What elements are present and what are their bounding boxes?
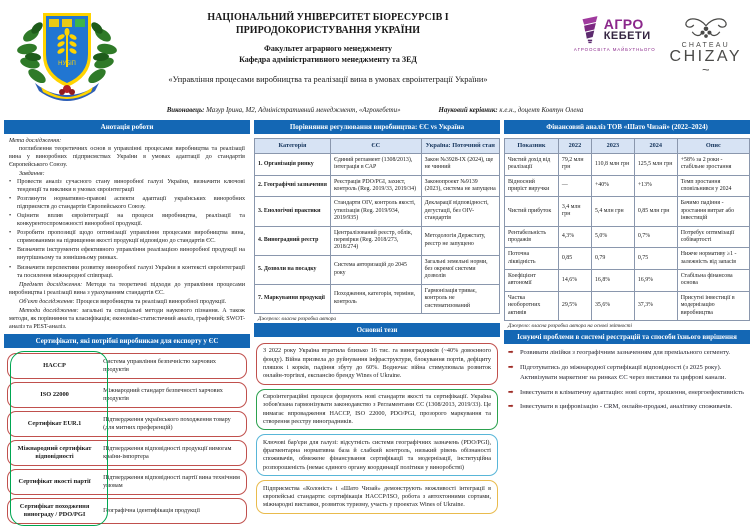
- finance-section-header: Фінансовий аналіз ТОВ «Шато Чизай» (2022–2024): [504, 120, 750, 134]
- table-row: Частка необоротних активів 29,5% 35,6% 37,3% Присутні інвестиції в модернізацію виробництва: [505, 291, 750, 320]
- financial-analysis-table: [504, 138, 750, 321]
- thesis-box-eu-integration: Євроінтеграційні процеси формують нові стандарти якості та сертифікації. Україна зобов'язана гармонізувати законодавство з Регламентами ЄС (1308/2013, 2019/33). Це вимагає впровадження HACCP, ISO 22000, PDO/PGI, прозорого маркування та створення реєстру виноградників.: [256, 389, 498, 431]
- table-row: Коефіцієнт автономії 14,6% 16,8% 16,9% Стабільна фінансова основа: [505, 270, 750, 292]
- object-text: Об'єкт дослідження: Процеси виробництва та реалізації виноробної продукції.: [19, 298, 227, 305]
- middle-column: [254, 120, 500, 520]
- compare-section-header: Порівняння регулювання виробництва: ЄС vs Україна: [254, 120, 500, 134]
- table-row: 3. Енологічні практики Стандарти OIV, контроль якості, утилізація (Reg. 2019/934, 2019/935) Декларації відповідності, дегустації, без OIV-стандартів: [255, 197, 500, 226]
- problems-section-header: Існуючі проблеми в системі реєстрацій та способи їхнього вирішення: [504, 330, 750, 344]
- annotation-body: [4, 134, 250, 334]
- table-row: 5. Дозволи на посадку Система авторизацій до 2045 року Загальні земельні норми, без окремої системи дозволів: [255, 255, 500, 284]
- eu-vs-ukraine-table: [254, 138, 500, 314]
- bullet-icon: •: [9, 213, 12, 220]
- left-column: [4, 120, 250, 529]
- author-line: [2, 107, 748, 114]
- table-row: 7. Маркування продукції Походження, категорія, терміни, контроль Гармонізація триває, контроль не систематизований: [255, 284, 500, 313]
- finance-table-source: Джерело: власна розробка автора на основі звітності: [508, 322, 632, 329]
- certificate-row: Сертифікат якості партії Підтвердження відповідності партії вина технічним умовам: [7, 469, 247, 495]
- agro-kebety-bulb-icon: [579, 15, 601, 45]
- certificate-row: Міжнародний сертифікат відповідності Підтвердження відповідності продукції вимогам країни-імпортера: [7, 440, 247, 466]
- task-item: • Визначити перспективи розвитку виноробної галузі України в контексті євроінтеграції та посилення міжнародної співпраці.: [9, 264, 245, 279]
- col-header: 2023: [591, 139, 634, 154]
- table-header-row: [255, 139, 500, 154]
- certificates-section-header: Сертифікати, які потрібні виробникам для експорту у ЄС: [4, 334, 250, 348]
- certificates-list: [4, 348, 250, 529]
- table-row: Чистий прибуток 3,4 млн грн 5,4 млн грн 0,85 млн грн Бачимо падіння - зростання витрат або інвестицій: [505, 197, 750, 226]
- table-row: 4. Виноградний реєстр Централізований реєстр, облік, перевірки (Reg. 2018/273, 2018/274) Методологія Держстату, реєстр не запущено: [255, 226, 500, 255]
- table-row: Рентабельність продажів 4,3% 5,0% 0,7% Потребує оптимізації собівартості: [505, 226, 750, 248]
- tasks-label: Завдання:: [19, 171, 45, 178]
- arrow-icon: ➡: [508, 363, 514, 371]
- subject-text: Предмет дослідження: Методи та теоретичні підходи до управління процесами виробництва і реалізації вина з урахуванням стандартів ЄС.: [9, 281, 245, 296]
- university-name: НАЦІОНАЛЬНИЙ УНІВЕРСИТЕТ БІОРЕСУРСІВ І ПРИРОДОКОРИСТУВАННЯ УКРАЇНИ: [207, 12, 449, 36]
- col-header: Опис: [677, 139, 749, 154]
- agro-logo-word2: КЕБЕТИ: [603, 30, 651, 43]
- recommendation-item: ➡ Розвивати лінійки з географічним зазначенням для преміального сегменту.: [508, 348, 746, 359]
- table-header-row: [505, 139, 750, 154]
- table-row: Поточна ліквідність 0,85 0,79 0,75 Нижче нормативу ≥1 - залежність від запасів: [505, 248, 750, 270]
- poster-header: [2, 3, 748, 105]
- chizay-logo-tilde: ~: [701, 62, 710, 77]
- goal-text: поглиблення теоретичних основ в управлінні процесами виробництва та реалізації вина у виноробних підприємствах України в умовах адаптації до стандартів Європейського Союзу.: [9, 146, 245, 169]
- certificate-row: Сертифікат походження винограду / PDO/PGI Географічна ідентифікація продукції: [7, 498, 247, 524]
- table-row: 2. Географічні зазначення Реєстрація PDO/PGI, захист, контроль (Reg. 2019/33, 2019/34) Законопроект №9139 (2023), система не запущена: [255, 175, 500, 197]
- right-column: [504, 120, 750, 417]
- executor: Виконавець: Мазур Ірина, М2, Адміністративний менеджмент, «Агрокебети»: [166, 107, 401, 114]
- bullet-icon: •: [9, 247, 12, 254]
- header-text-block: [126, 5, 530, 84]
- bullet-icon: •: [9, 196, 12, 203]
- content-columns: [2, 120, 748, 529]
- recommendation-item: ➡ Інвестувати в цифровізацію - CRM, онлайн-продажі, аналітику споживачів.: [508, 402, 746, 413]
- bullet-icon: •: [9, 179, 12, 186]
- col-header: Показник: [505, 139, 559, 154]
- table-row: Чистий дохід від реалізації 79,2 млн грн 110,8 млн грн 125,5 млн грн +58% за 2 роки - стабільне зростання: [505, 153, 750, 175]
- thesis-box-barriers: Ключові бар'єри для галузі: відсутність системи географічних зазначень (PDO/PGI), фрагментарна нормативна база й слабкий контроль, низький рівень обізнаності споживачів, обмежене фінансування сертифікації та модернізації, інституційна розпорошеність (немає єдиного органу координації політики у виноробстві): [256, 434, 498, 476]
- compare-table-source: Джерело: власна розробка автора: [258, 315, 337, 322]
- arrow-icon: ➡: [508, 403, 514, 411]
- task-item: • Розробити пропозиції щодо оптимізації управління процесами виробництва вина, спрямованими на підвищення якості продукції відповідно до стандартів ЄС.: [9, 230, 245, 245]
- certificate-row: HACCP Система управління безпечністю харчових продуктів: [7, 353, 247, 379]
- supervisor: Науковий керівник: к.е.н., доцент Ковтун Олена: [438, 107, 584, 114]
- arrow-icon: ➡: [508, 388, 514, 396]
- col-header: 2022: [558, 139, 591, 154]
- grape-vine-ornament-icon: [683, 15, 729, 41]
- agro-logo-word1: АГРО: [603, 16, 644, 33]
- university-coat-of-arms-icon: [15, 5, 119, 105]
- certificate-row: Сертифікат EUR.1 Підтвердження українського походження товару (для митних преференцій): [7, 411, 247, 437]
- table-row: 1. Організація ринку Єдиний регламент (1308/2013), інтеграція в САР Закон №3928-IX (2024), ще не чинний: [255, 153, 500, 175]
- partner-logos: [530, 5, 742, 77]
- arrow-icon: ➡: [508, 348, 514, 356]
- bullet-icon: •: [9, 230, 12, 237]
- svg-text:НУБіП: НУБіП: [58, 61, 76, 67]
- task-item: • Провести аналіз сучасного стану виноробної галузі України, визначити ключові тенденції та виклики в умовах євроінтеграції: [9, 179, 245, 194]
- col-header: Категорія: [255, 139, 331, 154]
- certificate-row: ISO 22000 Міжнародний стандарт безпечності харчових продуктів: [7, 382, 247, 408]
- goal-label: Мета дослідження:: [9, 138, 62, 145]
- col-header: Україна: Поточний стан: [421, 139, 499, 154]
- task-item: • Визначити інструменти ефективного управління реалізацією виноробної продукції на внутрішньому та зовнішньому ринках.: [9, 247, 245, 262]
- theses-list: [254, 337, 500, 520]
- thesis-box-enterprises: Підприємства «Колоніст» і «Шато Чизай» демонструють можливості інтеграції в європейські стандарти: сертифікація HACCP/ISO, робота з автохтонними сортами, міжнародні виставки, розвиток туризму, участь у проектах Wines of Ukraine.: [256, 480, 498, 514]
- theses-section-header: Основні тези: [254, 323, 500, 337]
- agro-logo-tagline: АГРООСВІТА МАЙБУТНЬОГО: [573, 47, 656, 52]
- chizay-logo-chateau: CHATEAU: [681, 42, 730, 49]
- chizay-logo-name: CHIZAY: [669, 48, 742, 65]
- chateau-chizay-logo: [669, 15, 742, 77]
- recommendation-item: ➡ Підготуватись до міжнародної сертифікації відповідності (з 2025 року). Активізувати маркетинг на ринках ЄС через виставки та цифрові канали.: [508, 363, 746, 384]
- col-header: 2024: [634, 139, 677, 154]
- faculty-name: Факультет аграрного менеджменту: [264, 44, 392, 53]
- nubip-emblem-logo: [8, 5, 126, 105]
- department-name: Кафедра адміністративного менеджменту та ЗЕД: [239, 54, 417, 64]
- bullet-icon: •: [9, 264, 12, 271]
- task-item: • Оцінити вплив євроінтеграції на процеси виробництва, реалізації та конкурентоспроможності виноробної продукції.: [9, 213, 245, 228]
- recommendation-item: ➡ Інвестувати в кліматичну адаптацію: нові сорти, зрошення, енергоефективність: [508, 388, 746, 399]
- task-item: • Розглянути нормативно-правові аспекти адаптації українських виноробних підприємств до стандартів Європейського Союзу.: [9, 196, 245, 211]
- agro-kebety-logo: [574, 15, 656, 52]
- col-header: ЄС: [330, 139, 421, 154]
- table-row: Відносний приріст виручки — +40% +13% Темп зростання сповільнився у 2024: [505, 175, 750, 197]
- methods-text: Методи дослідження: загальні та спеціальні методи наукового пізнання. А також методи, як порівняння та класифікація; економіко-статистичний аналіз, графічний; SWOT-аналіз та PEST-аналіз.: [9, 307, 245, 330]
- poster-title: «Управління процесами виробництва та реалізації вина в умовах євроінтеграції України»: [168, 74, 488, 84]
- recommendations-list: [504, 344, 750, 413]
- thesis-box-war-impact: З 2022 року Україна втратила близько 16 тис. га виноградників (~40% довоєнного фонду). Війна призвела до руйнування інфраструктури, блокування портів, дефіциту пляшок і корків, падіння збуту до 60%. Водночас війна стимулювала розвиток онлайн-торгівлі, експансію бренду Wines of Ukraine.: [256, 343, 498, 385]
- annotation-section-header: Анотація роботи: [4, 120, 250, 134]
